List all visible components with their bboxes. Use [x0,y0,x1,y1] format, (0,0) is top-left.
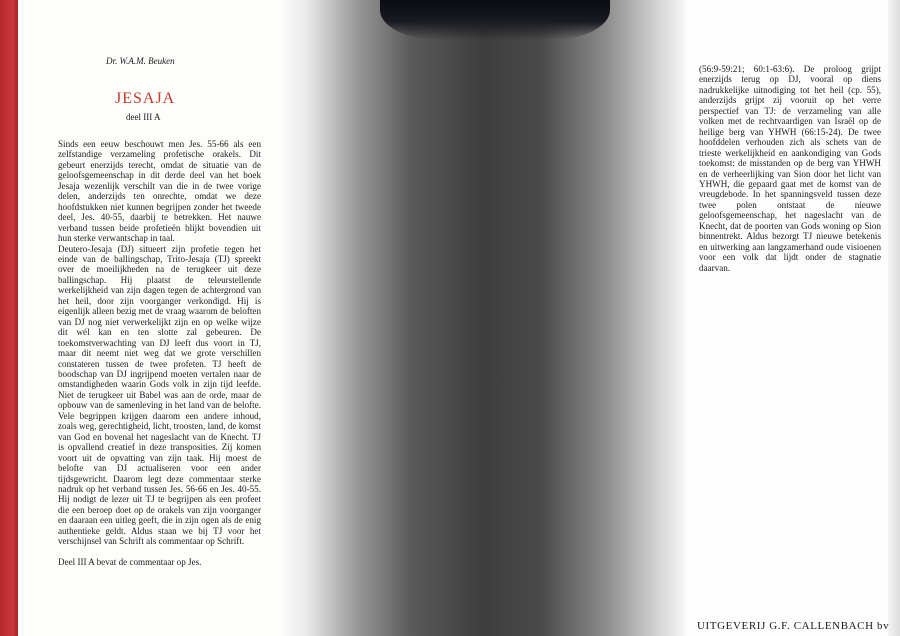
spine-top-shadow [380,0,610,40]
book-spine [283,0,685,636]
author-name: Dr. W.A.M. Beuken [106,56,175,66]
left-blurb [58,139,261,567]
right-paragraph: (56:9-59:21; 60:1-63:6). De proloog grijpt enerzijds terug op DJ, vooral op diens nadrukkelijke uitnodiging tot het heil (cp. 55), anderzijds grijpt zij vooruit op het verre perspectief van TJ: de verzameling van alle volken met de rechtvaardigen van Israël op de heilige berg van YHWH (66:15-24). De twee hoofddelen verhouden zich als schets van de trieste werkelijkheid en aankondiging van Gods toekomst: de misstanden op de berg van YHWH en de verheerlijking van Sion door het licht van YHWH, die gepaard gaat met de komst van de vreugdebode. In het spanningsveld tussen deze twee polen ontstaat de nieuwe geloofsgemeenschap, het nageslacht van de Knecht, dat de poorten van Gods woning op Sion binnentrekt. Aldus bezorgt TJ nieuwe betekenis en uitwerking aan langzamerhand oude visioenen voor een volk dat lijdt onder de stagnatie daarvan. [699,64,881,273]
blurb-paragraph-3: Deel III A bevat de commentaar op Jes. [58,556,202,567]
publisher-name: UITGEVERIJ G.F. CALLENBACH bv [697,620,890,632]
book-subtitle: deel III A [126,112,161,122]
right-blurb [699,64,881,273]
blurb-paragraph-1: Sinds een eeuw beschouwt men Jes. 55-66 als een zelfstandige verzameling profetische orakels. Dit gebeurt enerzijds terecht, omdat de situatie van de geloofsgemeenschap in dit derde deel van het boek Jesaja wezenlijk verschilt van die in de twee vorige delen, anderzijds ten onrechte, omdat we deze hoofdstukken niet kunnen begrijpen zonder het tweede deel, Jes. 40-55, daarbij te betrekken. Het nauwe verband tussen beide profetieën blijkt bovendien uit hun sterke verwantschap in taal. [58,139,261,244]
blurb-paragraph-2: Deutero-Jesaja (DJ) situeert zijn profetie tegen het einde van de ballingschap, Trito-Jesaja (TJ) spreekt over de moeilijkheden na de terugkeer uit deze ballingschap. Hij plaatst de teleurstellende werkelijkheid van zijn dagen tegen de achtergrond van het heil, door zijn voorganger verkondigd. Hij is eigenlijk alleen bezig met de vraag waarom de beloften van DJ nog niet verwerkelijkt zijn en op welke wijze dit wél kan en ten slotte zal gebeuren. De toekomstverwachting van DJ leeft dus voort in TJ, maar dit neemt niet weg dat we grote verschillen constateren tussen de twee profeten. TJ heeft de boodschap van DJ ingrijpend moeten vertalen naar de omstandigheden waarin Gods volk in zijn tijd leefde. Niet de terugkeer uit Babel was aan de orde, maar de opbouw van de samenleving in het land van de belofte. Vele begrippen krijgen daarom een andere inhoud, zoals weg, gerechtigheid, licht, troosten, land, de komst van God en bovenal het nageslacht van de Knecht. TJ is opvallend creatief in deze transposities. Zij komen voort uit de opvatting van zijn taak. Hij moest de belofte van DJ actualiseren voor een ander tijdsgewricht. Daarom legt deze commentaar sterke nadruk op het verband tussen Jes. 56-66 en Jes. 40-55. Hij nodigt de lezer uit TJ te begrijpen als een profeet die een beroep doet op de orakels van zijn voorganger en daaraan een uitleg geeft, die in zijn ogen als de enig authentieke geldt. Aldus staan we bij TJ voor het verschijnsel van Schrift als commentaar op Schrift. [58,243,261,547]
book-title: JESAJA [115,90,176,107]
right-cover-edge [888,0,900,636]
red-cover-strip [0,0,18,636]
